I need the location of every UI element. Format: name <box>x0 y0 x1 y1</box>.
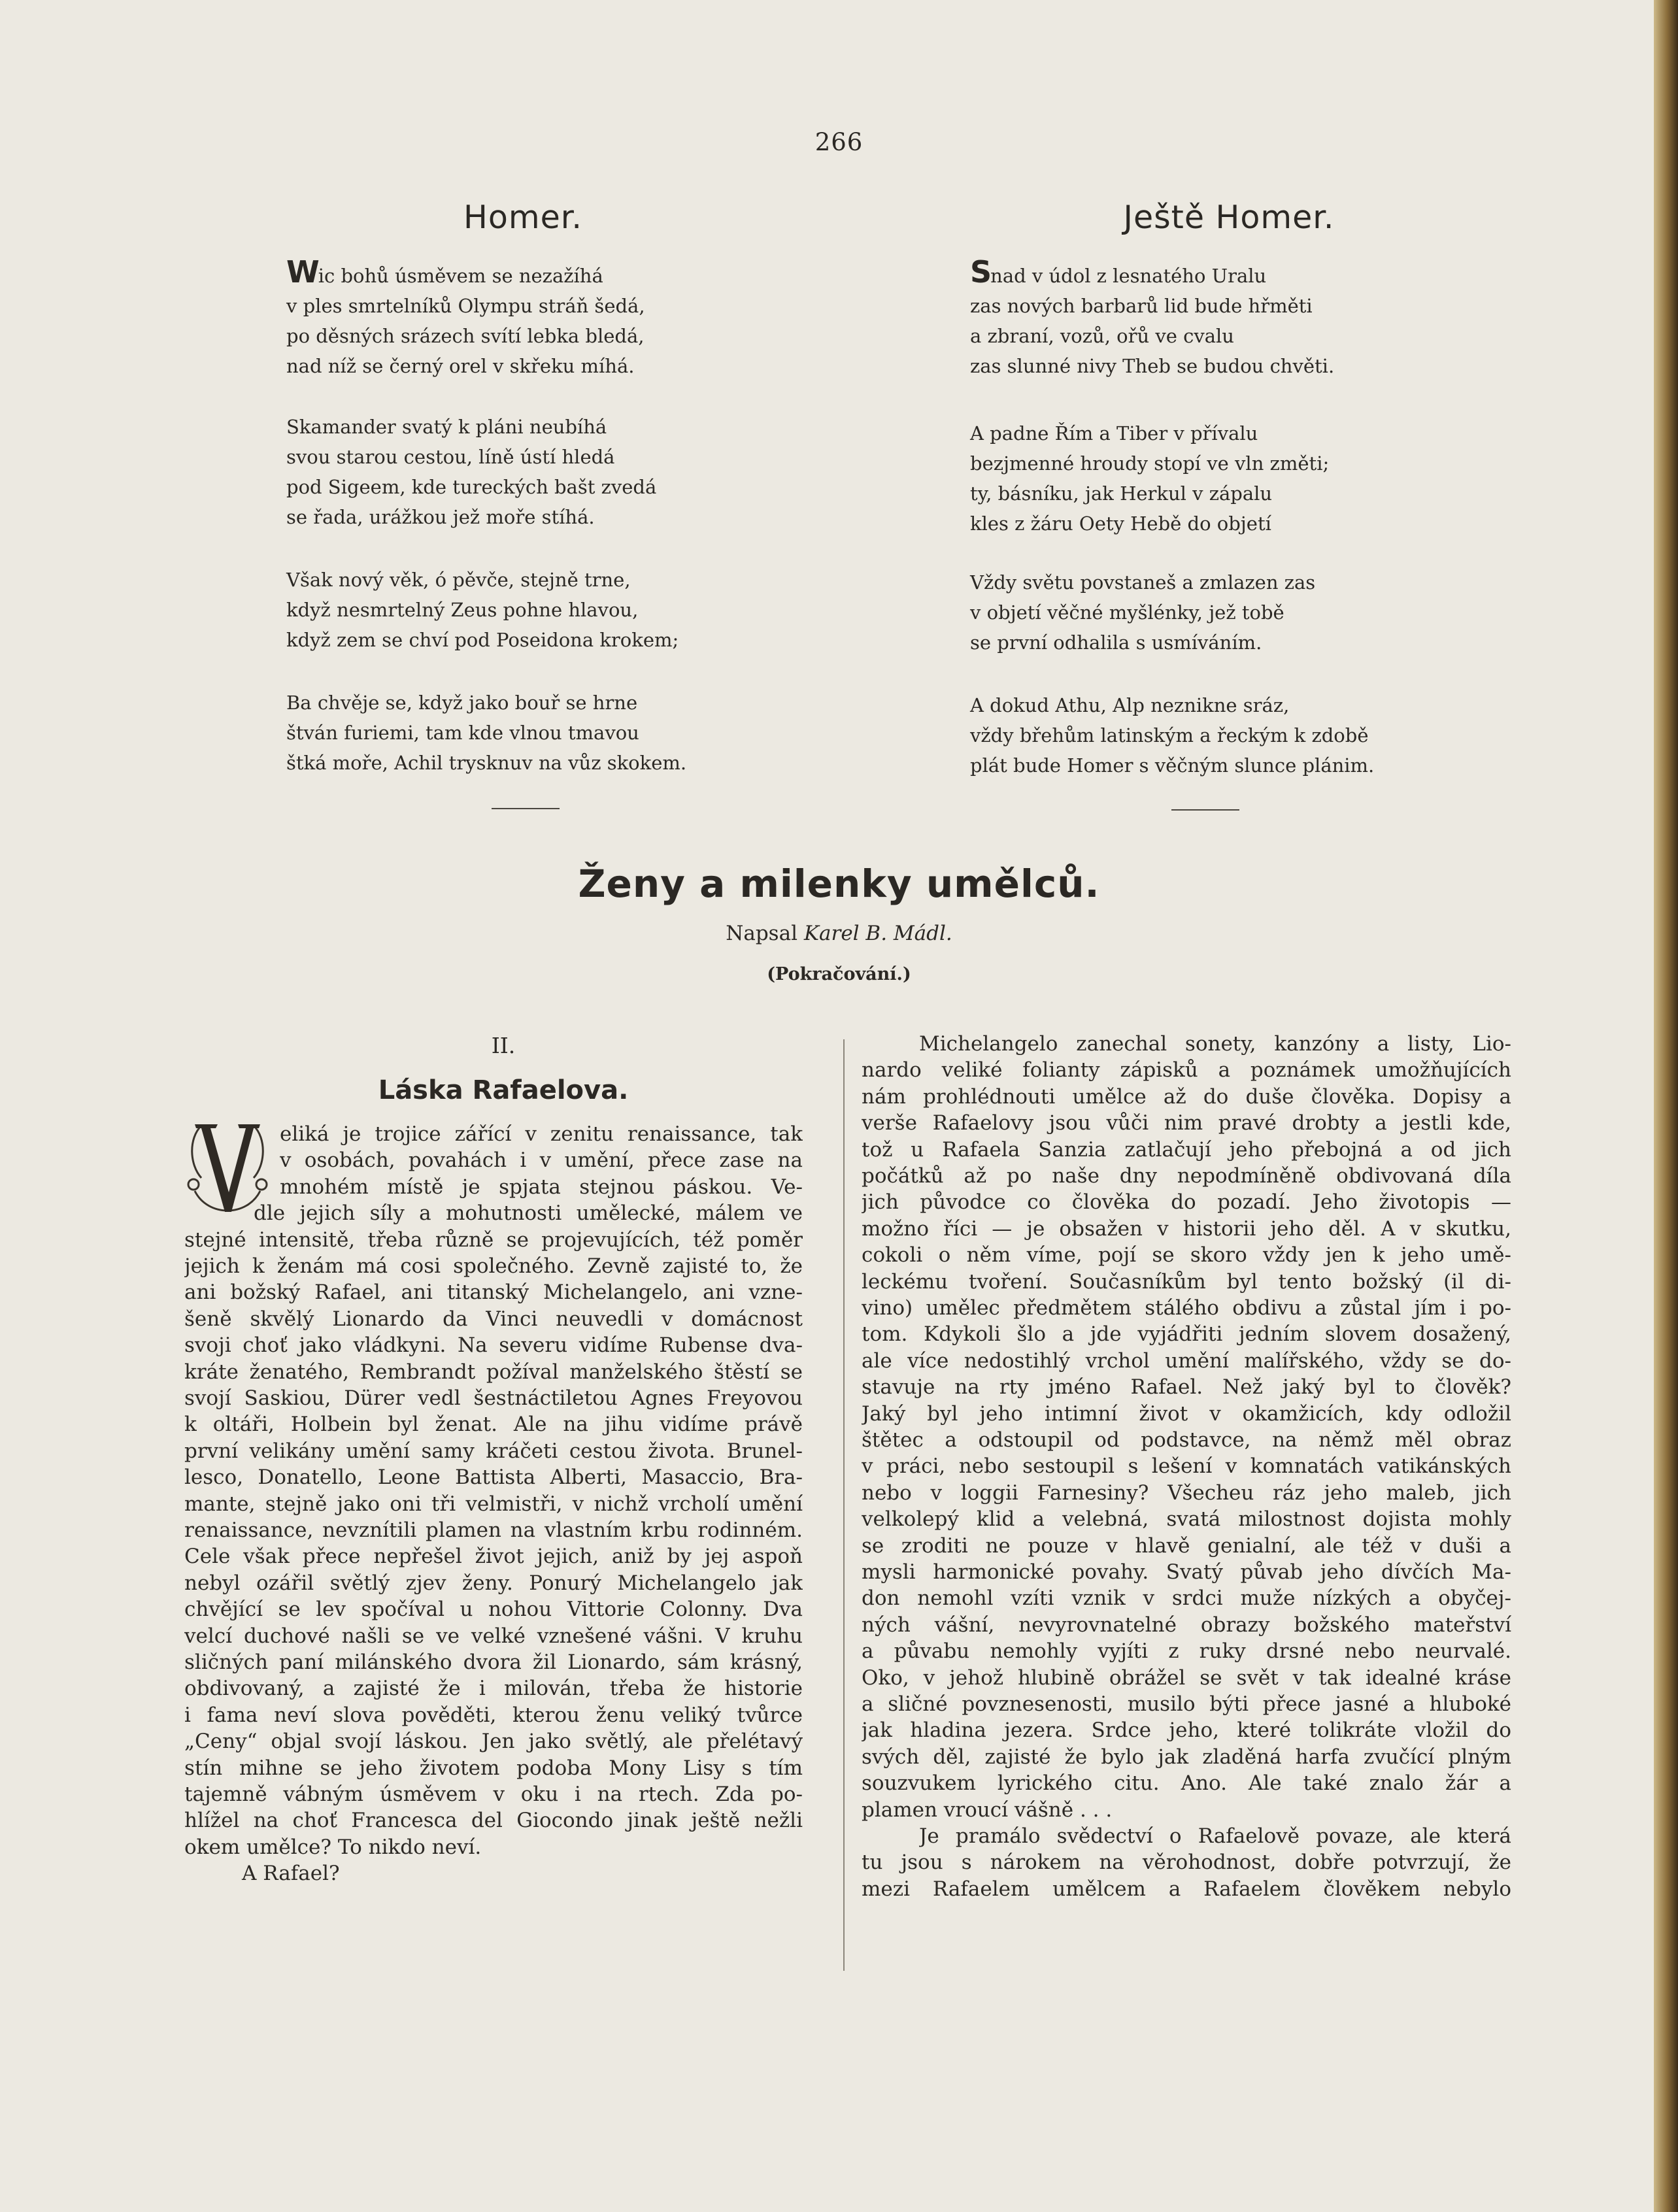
text-line: jich původce co člověka do pozadí. Jeho životopis — <box>862 1190 1511 1214</box>
poem-line: ty, básníku, jak Herkul v zápalu <box>970 482 1273 505</box>
poem-line: pod Sigeem, kde tureckých bašt zvedá <box>286 476 657 498</box>
text-line: jak hladina jezera. Srdce jeho, které tolikráte vložil do <box>862 1718 1511 1742</box>
text-line: v práci, nebo sestoupil s lešení v komnatách vatikánských <box>862 1454 1511 1478</box>
text-line: první velikány umění samy kráčeti cestou života. Brunel- <box>184 1439 803 1463</box>
text-line: souzvukem lyrického citu. Ano. Ale také znalo žár a <box>862 1771 1511 1795</box>
poem-line: a zbraní, vozů, ořů ve cvalu <box>970 325 1234 347</box>
ornamental-initial: S <box>970 254 991 290</box>
poem-line: Snad v údol z lesnatého Uralu <box>970 254 1267 290</box>
text-line: počátků až po naše dny nepodmíněně obdivovaná díla <box>862 1164 1511 1188</box>
text-line: leckému tvoření. Současníkům byl tento božský (il di- <box>862 1270 1511 1294</box>
poem-right-stanza-4 <box>970 690 1374 780</box>
text-line: a půvabu nemohly vyjíti z ruky drsné nebo neurvalé. <box>862 1639 1511 1663</box>
text-line: i fama neví slova pověděti, kterou ženu veliký tvůrce <box>184 1703 803 1727</box>
poem-line: v ples smrtelníků Olympu stráň šedá, <box>286 295 645 317</box>
text-line: a sličné povznesenosti, musilo býti přece jasné a hluboké <box>862 1692 1511 1716</box>
text-line: Michelangelo zanechal sonety, kanzóny a listy, Lio- <box>919 1032 1511 1056</box>
poem-left-stanza-3 <box>286 565 679 655</box>
text-line: nebo v loggii Farnesiny? Všecheu ráz jeho maleb, jich <box>862 1481 1511 1505</box>
poem-line: když nesmrtelný Zeus pohne hlavou, <box>286 599 639 621</box>
continued-note: (Pokračování.) <box>767 964 911 984</box>
text-line: okem umělce? To nikdo neví. <box>184 1835 482 1859</box>
text-line: stín mihne se jeho životem podoba Mony Lisy s tím <box>184 1756 803 1780</box>
poem-line: Ba chvěje se, když jako bouř se hrne <box>286 692 638 714</box>
poem-right-stanza-1 <box>970 254 1335 381</box>
text-line: mante, stejně jako oni tři velmistři, v nichž vrcholí umění <box>184 1492 803 1516</box>
text-line: nebyl ozářil světlý zjev ženy. Ponurý Michelangelo jak <box>184 1571 803 1595</box>
divider <box>1171 809 1239 811</box>
author-name: Karel B. Mádl. <box>803 922 952 945</box>
text-line: Oko, v jehož hlubině obrážel se svět v tak idealné kráse <box>862 1666 1511 1690</box>
poem-line: vždy břehům latinským a řeckým k zdobě <box>970 724 1369 746</box>
text-line: mnohém místě je spjata stejnou páskou. Ve- <box>280 1175 803 1199</box>
poem-line: Vždy světu povstaneš a zmlazen zas <box>970 571 1316 594</box>
ornamental-initial: W <box>286 254 318 290</box>
poem-left-stanza-4 <box>286 688 686 778</box>
text-line: svoji choť jako vládkyni. Na severu vidíme Rubense dva- <box>184 1333 803 1357</box>
byline <box>0 922 1678 945</box>
text-line: renaissance, nevznítili plamen na vlastním krbu rodinném. <box>184 1518 803 1542</box>
text-line: tu jsou s nárokem na věrohodnost, dobře potvrzují, že <box>862 1851 1511 1874</box>
poem-line: kles z žáru Oety Hebě do objetí <box>970 512 1271 535</box>
text-line: A Rafael? <box>242 1862 340 1885</box>
poem-line: štván furiemi, tam kde vlnou tmavou <box>286 722 639 744</box>
text-line: stejné intensitě, třeba různě se projevujících, též poměr <box>184 1228 803 1252</box>
text-line: „Ceny“ objal svojí láskou. Jen jako světlý, ale přelétavý <box>184 1730 803 1753</box>
text-line: cokoli o něm víme, pojí se skoro vždy jen k jeho umě- <box>862 1243 1511 1267</box>
text-line: hlížel na choť Francesca del Giocondo jinak ještě nežli <box>184 1809 803 1832</box>
text-line: nám prohlédnouti umělce až do duše člověka. Dopisy a <box>862 1085 1511 1109</box>
text-line: svých děl, zajisté že bylo jak zladěná harfa zvučící plným <box>862 1745 1511 1769</box>
text-line: chvějící se lev spočíval u nohou Vittorie Colonny. Dva <box>184 1598 803 1621</box>
text-line: v osobách, povahách i v umění, přece zase na <box>280 1148 803 1172</box>
poem-line: se první odhalila s usmíváním. <box>970 631 1262 654</box>
text-line: nardo veliké folianty zápisků a poznámek umožňujících <box>862 1058 1511 1082</box>
poem-line: v objetí věčné myšlénky, jež tobě <box>970 601 1284 624</box>
text-line: štětec a odstoupil od podstavce, na němž měl obraz <box>862 1428 1511 1452</box>
text-line: mysli harmonické povahy. Svatý půvab jeho dívčích Ma- <box>862 1560 1511 1584</box>
poem-line: se řada, urážkou jež moře stíhá. <box>286 506 595 528</box>
article-title: Ženy a milenky umělců. <box>578 862 1100 906</box>
book-edge <box>1654 0 1678 2212</box>
poem-line: A padne Řím a Tiber v přívalu <box>970 422 1258 444</box>
poem-line: plát bude Homer s věčným slunce plánim. <box>970 754 1375 777</box>
text-line: tož u Rafaela Sanzia zatlačují jeho přebojná a od jich <box>862 1138 1511 1162</box>
text-line: jejich k ženám má cosi společného. Zevně zajisté to, že <box>184 1254 803 1278</box>
poem-line: A dokud Athu, Alp neznikne sráz, <box>970 694 1290 716</box>
text-line: sličných paní milánského dvora žil Lionardo, sám krásný, <box>184 1651 803 1674</box>
text-line: ale více nedostihlý vrchol umění malířského, vždy se do- <box>862 1349 1511 1373</box>
text-line: velkolepý klid a velebná, svatá milostnost dojista mohly <box>862 1507 1511 1531</box>
text-line: ných vášní, nevyrovnatelné obrazy božského mateřství <box>862 1613 1511 1637</box>
poem-line: štká moře, Achil trysknuv na vůz skokem. <box>286 752 687 774</box>
poem-line: bezjmenné hroudy stopí ve vln změti; <box>970 452 1330 475</box>
page-number: 266 <box>814 128 864 156</box>
text-line: vino) umělec předmětem stálého obdivu a zůstal jím i po- <box>862 1296 1511 1320</box>
poem-line: svou starou cestou, líně ústí hledá <box>286 446 615 468</box>
poem-left-title: Homer. <box>463 199 582 236</box>
text-line: Cele však přece nepřešel život jejich, aniž by jej aspoň <box>184 1545 803 1568</box>
text-line: se zroditi ne pouze v hlavě genialní, ale též v duši a <box>862 1534 1511 1558</box>
poem-line: po děsných srázech svítí lebka bledá, <box>286 325 645 347</box>
text-line: svojí Saskiou, Dürer vedl šestnáctiletou Agnes Freyovou <box>184 1386 803 1410</box>
byline-prefix: Napsal <box>726 922 797 945</box>
text-line: k oltáři, Holbein byl ženat. Ale na jihu vidíme právě <box>184 1413 803 1436</box>
poem-line: Skamander svatý k pláni neubíhá <box>286 416 607 438</box>
text-line: plamen vroucí vášně . . . <box>862 1798 1113 1822</box>
text-line: ani božský Rafael, ani titanský Michelangelo, ani vzne- <box>184 1281 803 1304</box>
section-number: II. <box>491 1033 516 1058</box>
column-divider <box>843 1039 845 1971</box>
text-line: don nemohl vzíti vznik v srdci muže nízkých a obyčej- <box>862 1586 1511 1610</box>
poem-line: zas slunné nivy Theb se budou chvěti. <box>970 355 1335 377</box>
poem-left-stanza-2 <box>286 412 656 532</box>
text-line: Jaký byl jeho intimní život v okamžicích, kdy odložil <box>862 1402 1511 1426</box>
poem-right-title: Ještě Homer. <box>1123 199 1335 236</box>
text-line: možno říci — je obsažen v historii jeho děl. A v skutku, <box>862 1217 1511 1241</box>
text-line: lesco, Donatello, Leone Battista Alberti, Masaccio, Bra- <box>184 1466 803 1489</box>
poem-line: Však nový věk, ó pěvče, stejně trne, <box>286 569 631 591</box>
poem-line: nad níž se černý orel v skřeku míhá. <box>286 355 635 377</box>
section-title: Láska Rafaelova. <box>378 1075 629 1105</box>
text-line: kráte ženatého, Rembrandt požíval manželského štěstí se <box>184 1360 803 1384</box>
divider <box>492 808 560 809</box>
poem-right-stanza-3 <box>970 567 1315 658</box>
text-line: šeně skvělý Lionardo da Vinci neuvedli v domácnost <box>184 1307 803 1331</box>
text-line: Je pramálo svědectví o Rafaelově povaze, ale která <box>919 1824 1511 1848</box>
text-line: dle jejich síly a mohutnosti umělecké, málem ve <box>254 1201 803 1225</box>
poem-line: Wic bohů úsměvem se nezažíhá <box>286 254 603 290</box>
text-line: eliká je trojice zářící v zenitu renaissance, tak <box>280 1122 803 1146</box>
poem-line: zas nových barbarů lid bude hřměti <box>970 295 1313 317</box>
text-line: verše Rafaelovy jsou vůči nim pravé drobty a jestli kde, <box>862 1111 1511 1135</box>
text-line: stavuje na rty jméno Rafael. Než jaký byl to člověk? <box>862 1375 1511 1399</box>
text-line: mezi Rafaelem umělcem a Rafaelem člověkem nebylo <box>862 1877 1511 1901</box>
text-line: tajemně vábným úsměvem v oku i na rtech. Zda po- <box>184 1783 803 1806</box>
poem-line: když zem se chví pod Poseidona krokem; <box>286 629 679 651</box>
poem-left-stanza-1 <box>286 254 645 381</box>
text-line: obdivovaný, a zajisté že i milován, třeba že historie <box>184 1677 803 1700</box>
text-line: tom. Kdykoli šlo a jde vyjádřiti jedním slovem dosažený, <box>862 1322 1511 1346</box>
poem-right-stanza-2 <box>970 418 1329 539</box>
text-line: velcí duchové našli se ve velké vznešené vášni. V kruhu <box>184 1624 803 1648</box>
